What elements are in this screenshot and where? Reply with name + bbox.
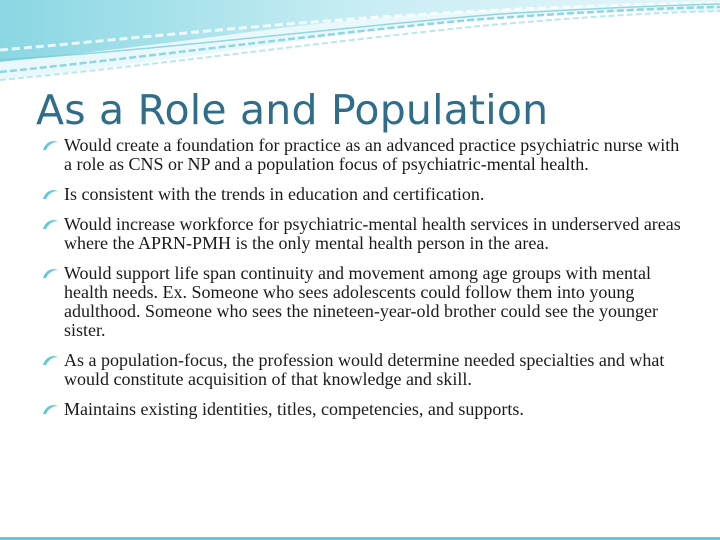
bullet-item [42,185,682,204]
bullet-item [42,215,682,253]
swoosh-bullet-icon [42,218,59,231]
bullet-item [42,351,682,389]
bullet-text: Would increase workforce for psychiatric-mental health services in underserved areas where the APRN-PMH is the only mental health person in the area. [64,214,681,253]
bullet-text: Would create a foundation for practice as an advanced practice psychiatric nurse with a role as CNS or NP and a population focus of psychiatric-mental health. [64,135,680,174]
bullet-text: Maintains existing identities, titles, competencies, and supports. [64,399,524,419]
bullet-text: As a population-focus, the profession would determine needed specialties and what would constitute acquisition of that knowledge and skill. [64,350,665,389]
swoosh-bullet-icon [42,139,59,152]
bullet-item [42,136,682,174]
swoosh-bullet-icon [42,403,59,416]
swoosh-bullet-icon [42,188,59,201]
bullet-list [42,136,682,430]
swoosh-bullet-icon [42,354,59,367]
slide-title: As a Role and Population [36,86,549,134]
bullet-text: Is consistent with the trends in education and certification. [64,184,485,204]
decorative-wave-banner [0,0,720,95]
bullet-item [42,264,682,340]
swoosh-bullet-icon [42,267,59,280]
bullet-item [42,400,682,419]
bullet-text: Would support life span continuity and movement among age groups with mental health needs. Ex. Someone who sees adolescents could follow them into young adulthood. Someone who sees the nineteen-year-old brother could see the younger sister. [64,263,658,340]
